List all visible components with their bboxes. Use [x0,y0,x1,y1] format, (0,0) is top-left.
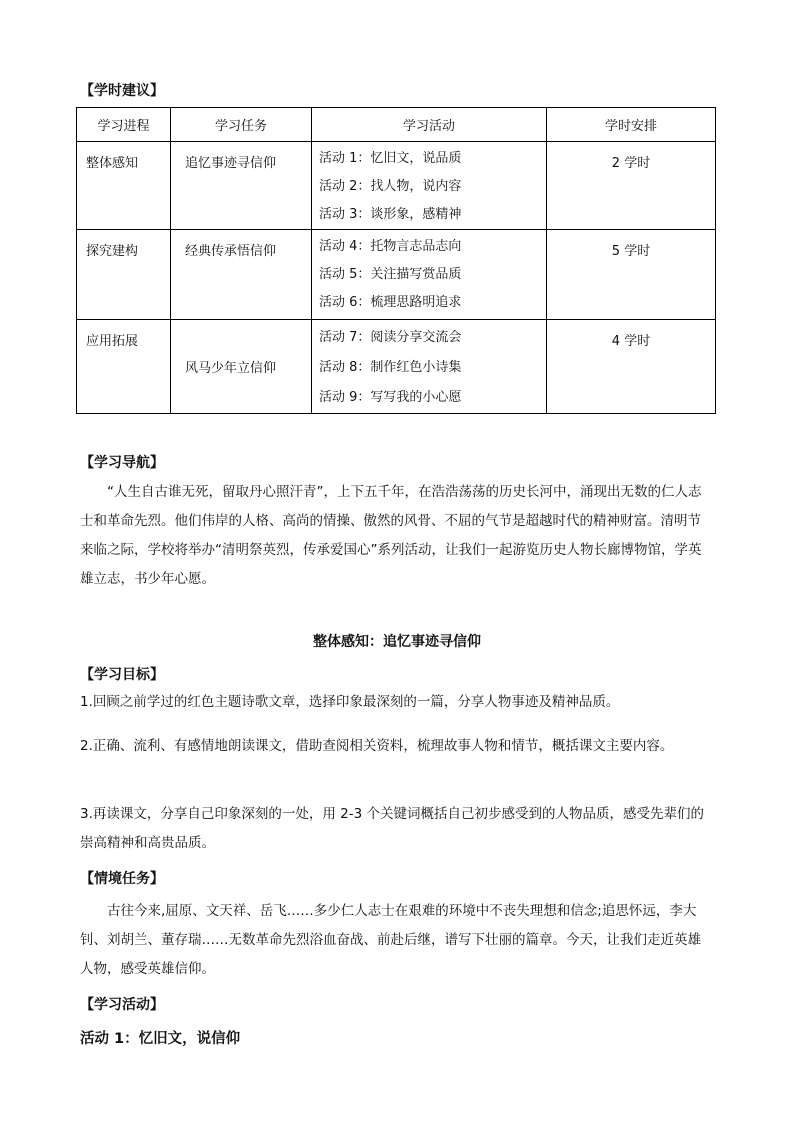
row-task: 追忆事迹寻信仰 [171,142,312,230]
goal-item: 2.正确、流利、有感情地朗读课文，借助查阅相关资料，梳理故事人物和情节，概括课文主要内容。 [80,738,674,754]
activities-heading: 【学习活动】 [80,997,164,1013]
activity-1-title: 活动 1：忆旧文，说信仰 [80,1031,241,1047]
table-row [77,320,716,414]
activity-item: 活动 1：忆旧文，说品质 [319,151,462,166]
schedule-heading: 【学时建议】 [80,83,164,99]
schedule-table [76,107,716,414]
row-stage: 探究建构 [77,230,171,320]
context-heading: 【情境任务】 [80,871,164,887]
row-hours: 5 学时 [547,230,716,320]
row-hours: 4 学时 [547,320,716,414]
goal-item: 1.回顾之前学过的红色主题诗歌文章，选择印象最深刻的一篇，分享人物事迹及精神品质。 [80,694,620,710]
activity-item: 活动 9：写写我的小心愿 [319,390,462,405]
goal-item: 3.再读课文，分享自己印象深刻的一处，用 2-3 个关键词概括自己初步感受到的人物品质，感受先辈们的崇高精神和高贵品质。 [80,806,705,851]
header-hours: 学时安排 [547,108,716,142]
activity-item: 活动 2：找人物，说内容 [319,179,462,194]
activity-item: 活动 7：阅读分享交流会 [319,330,462,345]
table-header-row [77,108,716,142]
activity-item: 活动 3：谈形象，感精神 [319,207,462,222]
section-title: 整体感知：追忆事迹寻信仰 [313,634,481,650]
table-row [77,230,716,320]
goals-heading: 【学习目标】 [80,667,164,683]
activity-item: 活动 6：梳理思路明追求 [319,295,462,310]
header-stage: 学习进程 [77,108,171,142]
row-stage: 应用拓展 [77,320,171,414]
header-task: 学习任务 [171,108,312,142]
row-task: 经典传承悟信仰 [171,230,312,320]
row-activities [312,142,547,230]
context-paragraph: 古往今来,屈原、文天祥、岳飞……多少仁人志士在艰难的环境中不丧失理想和信念;追思怀远，李大钊、刘胡兰、董存瑞……无数革命先烈浴血奋战、前赴后继，谱写下壮丽的篇章。今天，让我们走近英雄人物，感受英雄信仰。 [80,903,701,977]
row-activities [312,230,547,320]
row-task: 风马少年立信仰 [171,320,312,414]
activity-item: 活动 5：关注描写赏品质 [319,267,462,282]
table-row [77,142,716,230]
guide-paragraph: “人生自古谁无死，留取丹心照汗青”，上下五千年，在浩浩荡荡的历史长河中，涌现出无数的仁人志士和革命先烈。他们伟岸的人格、高尚的情操、傲然的风骨、不屈的气节是超越时代的精神财富。清明节来临之际，学校将举办“清明祭英烈，传承爱国心”系列活动，让我们一起游览历史人物长廊博物馆，学英雄立志，书少年心愿。 [80,484,702,587]
activity-item: 活动 4：托物言志品志向 [319,239,462,254]
row-activities [312,320,547,414]
guide-heading: 【学习导航】 [80,455,164,471]
header-activities: 学习活动 [312,108,547,142]
activity-item: 活动 8：制作红色小诗集 [319,360,462,375]
row-hours: 2 学时 [547,142,716,230]
row-stage: 整体感知 [77,142,171,230]
